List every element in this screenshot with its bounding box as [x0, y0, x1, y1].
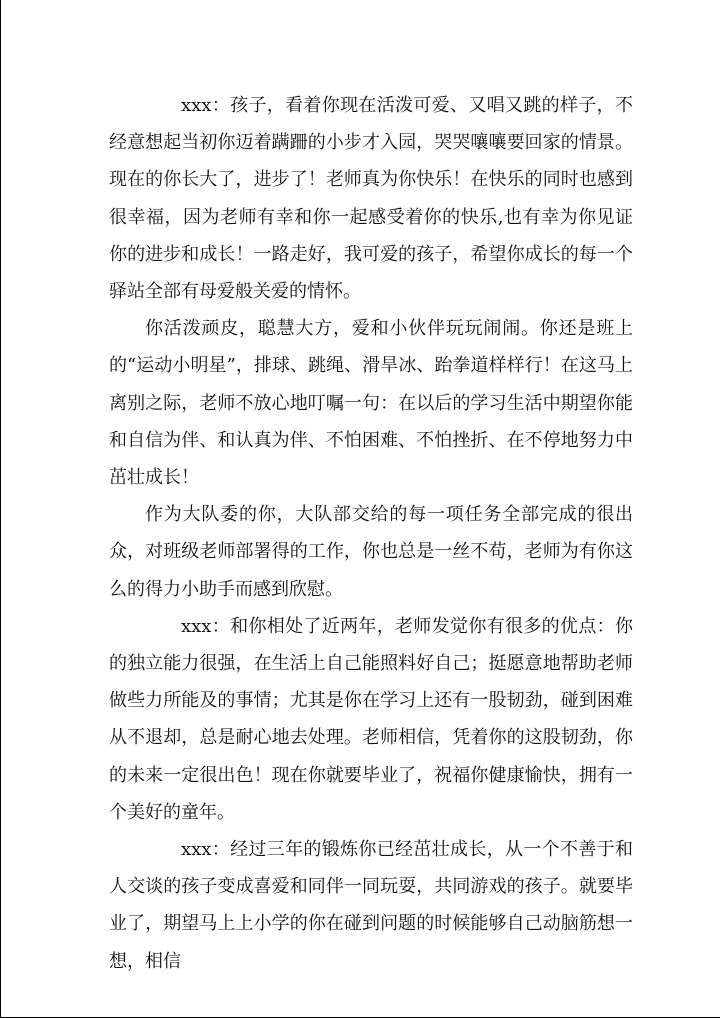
document-body	[109, 87, 633, 980]
page-left-border	[0, 0, 1, 1018]
paragraph-1: xxx：孩子，看着你现在活泼可爱、又唱又跳的样子，不经意想起当初你迈着蹒跚的小步才入园，哭哭嚷嚷要回家的情景。现在的你长大了，进步了！老师真为你快乐！在快乐的同时也感到很幸福，因为老师有幸和你一起感受着你的快乐,也有幸为你见证你的进步和成长！一路走好，我可爱的孩子，希望你成长的每一个驿站全部有母爱般关爱的情怀。	[109, 95, 633, 303]
paragraph-5: xxx：经过三年的锻炼你已经茁壮成长，从一个不善于和人交谈的孩子变成喜爱和同伴一同玩耍，共同游戏的孩子。就要毕业了，期望马上上小学的你在碰到问题的时候能够自己动脑筋想一想，相信	[109, 839, 633, 972]
paragraph-2: 你活泼顽皮，聪慧大方，爱和小伙伴玩玩闹闹。你还是班上的“运动小明星”，排球、跳绳、滑旱冰、跆拳道样样行！在这马上离别之际，老师不放心地叮嘱一句：在以后的学习生活中期望你能和自信为伴、和认真为伴、不怕困难、不怕挫折、在不停地努力中茁壮成长！	[109, 318, 633, 489]
paragraph-4: xxx：和你相处了近两年，老师发觉你有很多的优点：你的独立能力很强，在生活上自己能照料好自己；挺愿意地帮助老师做些力所能及的事情；尤其是你在学习上还有一股韧劲，碰到困难从不退却，总是耐心地去处理。老师相信，凭着你的这股韧劲，你的未来一定很出色！现在你就要毕业了，祝福你健康愉快，拥有一个美好的童年。	[109, 615, 633, 823]
paragraph-3: 作为大队委的你，大队部交给的每一项任务全部完成的很出众，对班级老师部署得的工作，你也总是一丝不苟，老师为有你这么的得力小助手而感到欣慰。	[109, 504, 633, 600]
